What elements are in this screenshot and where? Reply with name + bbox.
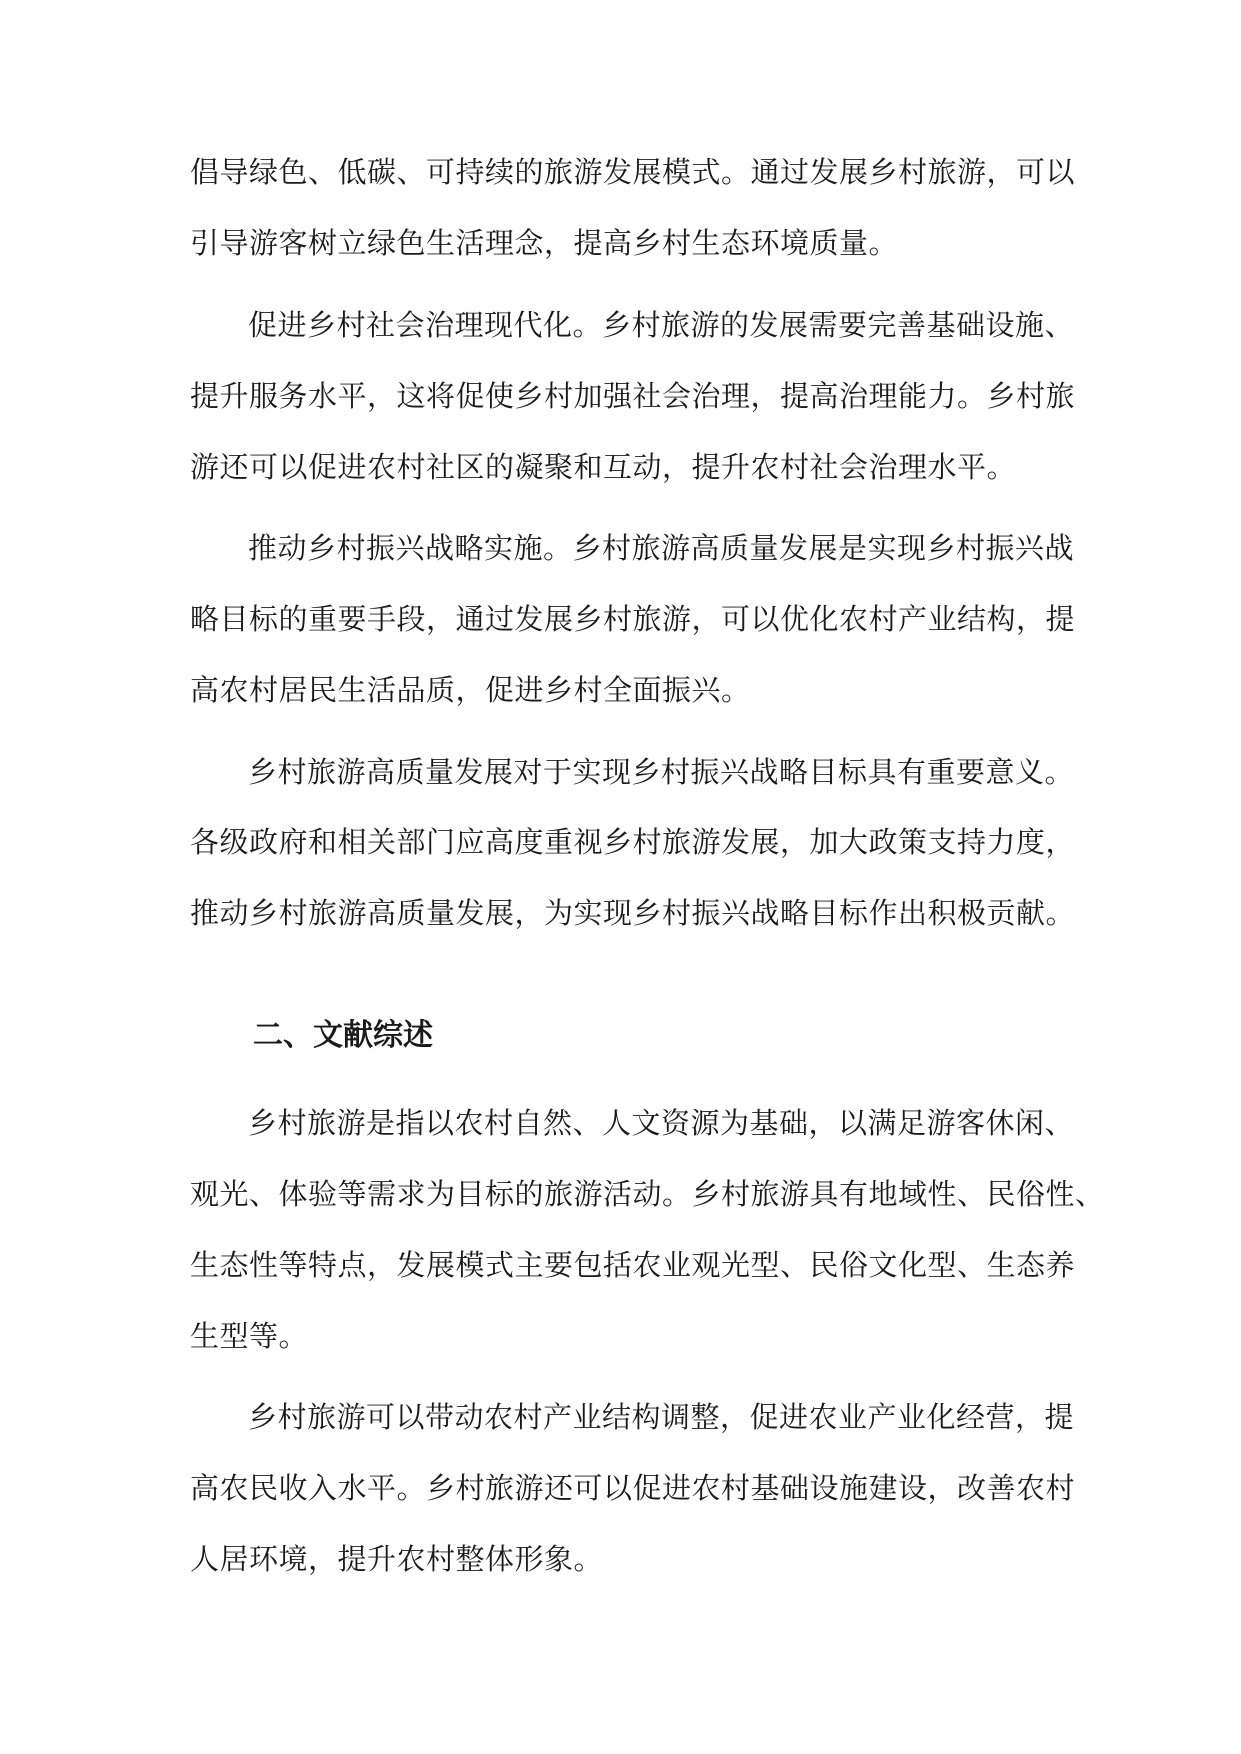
paragraph-line: 高农民收入水平。乡村旅游还可以促进农村基础设施建设，改善农村 <box>190 1471 1076 1505</box>
paragraph-line: 推动乡村旅游高质量发展，为实现乡村振兴战略目标作出积极贡献。 <box>190 896 1076 930</box>
paragraph-line: 乡村旅游高质量发展对于实现乡村振兴战略目标具有重要意义。 <box>248 755 1075 789</box>
paragraph-line: 生态性等特点，发展模式主要包括农业观光型、民俗文化型、生态养 <box>190 1248 1076 1282</box>
paragraph-line: 游还可以促进农村社区的凝聚和互动，提升农村社会治理水平。 <box>190 450 1017 484</box>
paragraph-line: 人居环境，提升农村整体形象。 <box>190 1542 604 1576</box>
paragraph-line: 乡村旅游是指以农村自然、人文资源为基础，以满足游客休闲、 <box>248 1106 1075 1140</box>
paragraph-line: 提升服务水平，这将促使乡村加强社会治理，提高治理能力。乡村旅 <box>190 379 1076 413</box>
section-heading: 二、文献综述 <box>253 1018 433 1053</box>
paragraph-line: 促进乡村社会治理现代化。乡村旅游的发展需要完善基础设施、 <box>248 308 1075 342</box>
paragraph-line: 倡导绿色、低碳、可持续的旅游发展模式。通过发展乡村旅游，可以 <box>190 155 1076 189</box>
paragraph-line: 略目标的重要手段，通过发展乡村旅游，可以优化农村产业结构，提 <box>190 602 1076 636</box>
paragraph-line: 观光、体验等需求为目标的旅游活动。乡村旅游具有地域性、民俗性、 <box>190 1177 1105 1211</box>
paragraph-line: 高农村居民生活品质，促进乡村全面振兴。 <box>190 673 751 707</box>
paragraph-line: 乡村旅游可以带动农村产业结构调整，促进农业产业化经营，提 <box>248 1400 1075 1434</box>
paragraph-line: 引导游客树立绿色生活理念，提高乡村生态环境质量。 <box>190 226 899 260</box>
paragraph-line: 推动乡村振兴战略实施。乡村旅游高质量发展是实现乡村振兴战 <box>248 531 1075 565</box>
paragraph-line: 各级政府和相关部门应高度重视乡村旅游发展，加大政策支持力度， <box>190 825 1076 859</box>
paragraph-line: 生型等。 <box>190 1319 309 1353</box>
